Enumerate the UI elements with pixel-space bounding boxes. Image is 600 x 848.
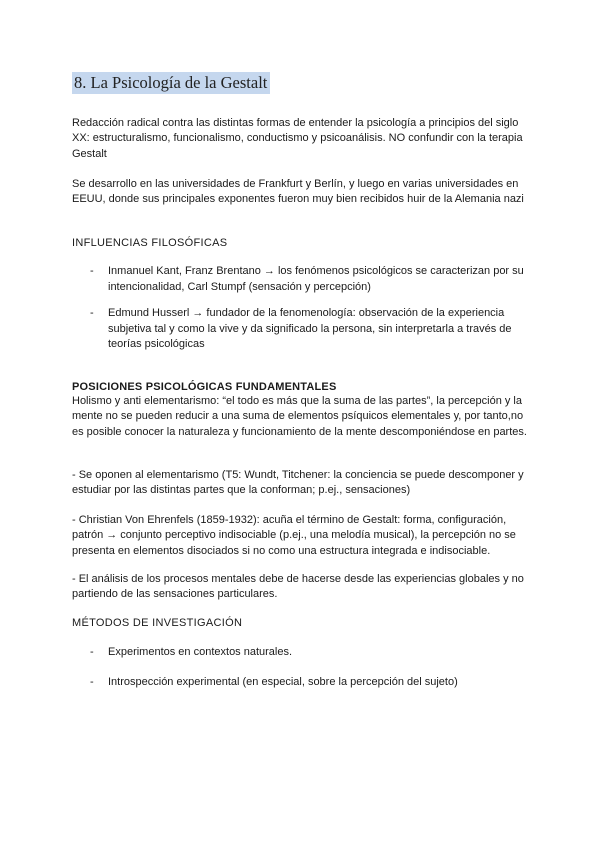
list-item-text: Experimentos en contextos naturales. <box>108 646 293 658</box>
posiciones-paragraph-1: Holismo y anti elementarismo: “el todo es más que la suma de las partes”, la percepción y la mente no se pueden reducir a una suma de elementos psíquicos elementales y, por tanto,no es posible conocer la naturaleza y funcionamiento de la mente descomponiéndose en partes. <box>72 395 527 438</box>
list-item <box>90 675 530 691</box>
list-item <box>90 645 530 661</box>
influencias-heading: INFLUENCIAS FILOSÓFICAS <box>72 237 228 249</box>
bullet-dash: - <box>90 646 94 658</box>
posiciones-paragraph-2: - Se oponen al elementarismo (T5: Wundt, Titchener: la conciencia se puede descomponer y estudiar por las distintas partes que la conforman; p.ej., sensaciones) <box>72 469 524 497</box>
posiciones-paragraph-3: - Christian Von Ehrenfels (1859-1932): acuña el término de Gestalt: forma, configuración, patrón → conjunto perceptivo indisociable (p.ej., una melodía musical), la percepción no se presenta en elementos disociados si no como una estructura integrada e indisociable. <box>72 514 516 557</box>
posiciones-paragraph-4: - El análisis de los procesos mentales debe de hacerse desde las experiencias globales y no partiendo de las sensaciones particulares. <box>72 573 524 601</box>
bullet-dash: - <box>90 265 94 277</box>
bullet-dash: - <box>90 676 94 688</box>
list-item <box>90 306 530 353</box>
intro-paragraph-1: Redacción radical contra las distintas formas de entender la psicología a principios del siglo XX: estructuralismo, funcionalismo, conductismo y psicoanálisis. NO confundir con la terapia Gestalt <box>72 117 523 160</box>
list-item <box>90 264 530 295</box>
posiciones-heading: POSICIONES PSICOLÓGICAS FUNDAMENTALES <box>72 381 337 393</box>
metodos-heading: MÉTODOS DE INVESTIGACIÓN <box>72 617 243 629</box>
section-title: 8. La Psicología de la Gestalt <box>72 72 270 94</box>
list-item-text: Edmund Husserl → fundador de la fenomenología: observación de la experiencia subjetiva tal y como la vive y da significado la persona, sin interpretarla a través de teorías psicológicas <box>108 307 512 351</box>
intro-paragraph-2: Se desarrollo en las universidades de Frankfurt y Berlín, y luego en varias universidades en EEUU, donde sus principales exponentes fueron muy bien recibidos huir de la Alemania nazi <box>72 178 524 206</box>
list-item-text: Inmanuel Kant, Franz Brentano → los fenómenos psicológicos se caracterizan por su intencionalidad, Carl Stumpf (sensación y percepción) <box>108 265 524 293</box>
list-item-text: Introspección experimental (en especial, sobre la percepción del sujeto) <box>108 676 458 688</box>
bullet-dash: - <box>90 307 94 319</box>
